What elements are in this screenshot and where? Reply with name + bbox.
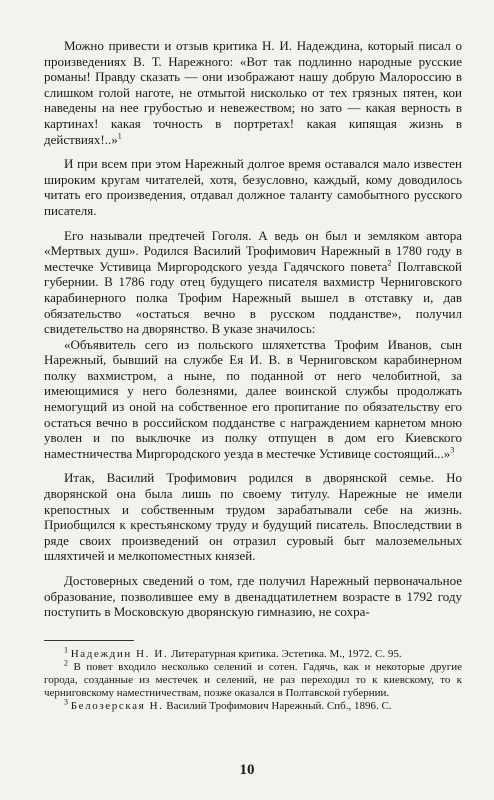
footnote-ref: 2 xyxy=(387,258,392,268)
paragraph-text: И при всем при этом Нарежный долгое время оставался мало известен широким кругам читателей, хотя, безусловно, каждый, кому доводилось читать его произведения, отдавал должное таланту самобытного русского писателя. xyxy=(44,156,462,218)
footnote-author: Белозерская Н. xyxy=(70,699,164,712)
footnote-author: Надеждин Н. И. xyxy=(70,647,169,660)
paragraph-2 xyxy=(44,156,462,218)
quote-paragraph xyxy=(44,337,462,462)
paragraph-text: «Объявитель сего из польского шляхетства Трофим Иванов, сын Нарежный, бывший на службе Ея И. В. в Черниговском карабинерном полку вахмистром, а ныне, по поданной от него челобитной, за имеющимися у него болезнями, далее воинской службы продолжать немогущий из оной на собственное его пропитание по обязательству его остаться вечно в российском подданстве с награждением карнетом мною уволен и по выключке из полку отпущен в дом его Киевского наместничества Миргородского уезда в местечке Устивице состоящий...» xyxy=(44,336,462,461)
footnote-text: Василий Трофимович Нарежный. Спб., 1896. С. xyxy=(163,699,392,712)
footnote-ref: 3 xyxy=(450,445,455,455)
page-number: 10 xyxy=(239,762,255,778)
footnote-3 xyxy=(44,697,462,713)
paragraph-text: Его называли предтечей Гоголя. А ведь он был и земляком автора «Мертвых душ». Родился Василий Трофимович Нарежный в 1780 году в местечке Устивица Миргородского уезда Гадячского повета xyxy=(44,227,462,274)
footnote-mark: 1 xyxy=(64,645,68,655)
footnote-text: Литературная критика. Эстетика. М., 1972. С. 95. xyxy=(168,647,402,660)
paragraph-text: Полтавской губернии. В 1786 году отец будущего писателя вахмистр Черниговского карабинерного полка Трофим Нарежный вышел в отставку и, дав обязательство «остаться вечно в русском подданстве», получил свидетельство на дворянство. В указе значилось: xyxy=(44,258,462,337)
footnote-text: В повет входило несколько селений и сотен. Гадячь, как и некоторые другие города, созданные из местечек и селений, не раз переходил то к киевскому, то к черниговскому наместничествам, позже оказался в Полтавской губернии. xyxy=(44,660,462,699)
paragraph-3 xyxy=(44,228,462,337)
paragraph-text: Итак, Василий Трофимович родился в дворянской семье. Но дворянской она была лишь по своему титулу. Нарежные не имели крепостных и собственным трудом зарабатывали себе на жизнь. Приобщился к крестьянскому труду и будущий писатель. Впоследствии в ряде своих произведений он отразил суровый быт малоземельных шляхтичей и мелкопоместных князей. xyxy=(44,470,462,564)
paragraph-6 xyxy=(44,573,462,620)
footnote-2 xyxy=(44,658,462,700)
paragraph-1 xyxy=(44,38,462,147)
footnote-divider xyxy=(44,640,134,641)
paragraph-5 xyxy=(44,470,462,564)
footnote-mark: 3 xyxy=(64,697,68,707)
page-content xyxy=(44,38,462,713)
paragraph-text: Достоверных сведений о том, где получил Нарежный первоначальное образование, позволившее ему в двенадцатилетнем возрасте в 1792 году поступить в Московскую дворянскую гимназию, не сохра- xyxy=(44,573,462,620)
paragraph-text: Можно привести и отзыв критика Н. И. Надеждина, который писал о произведениях В. Т. Нарежного: «Вот так подлинно народные русские романы! Правду сказать — они изображают нашу добрую Малороссию в слишком голой наготе, не отмытой нисколько от тех грязных пятен, кои наведены на нее грубостью и невежеством; но зато — какая верность в картинах! какая точность в портретах! какая кипящая жизнь в действиях!..» xyxy=(44,38,462,147)
footnote-mark: 2 xyxy=(64,658,68,668)
footnote-1 xyxy=(44,645,462,661)
footnote-ref: 1 xyxy=(117,131,122,141)
